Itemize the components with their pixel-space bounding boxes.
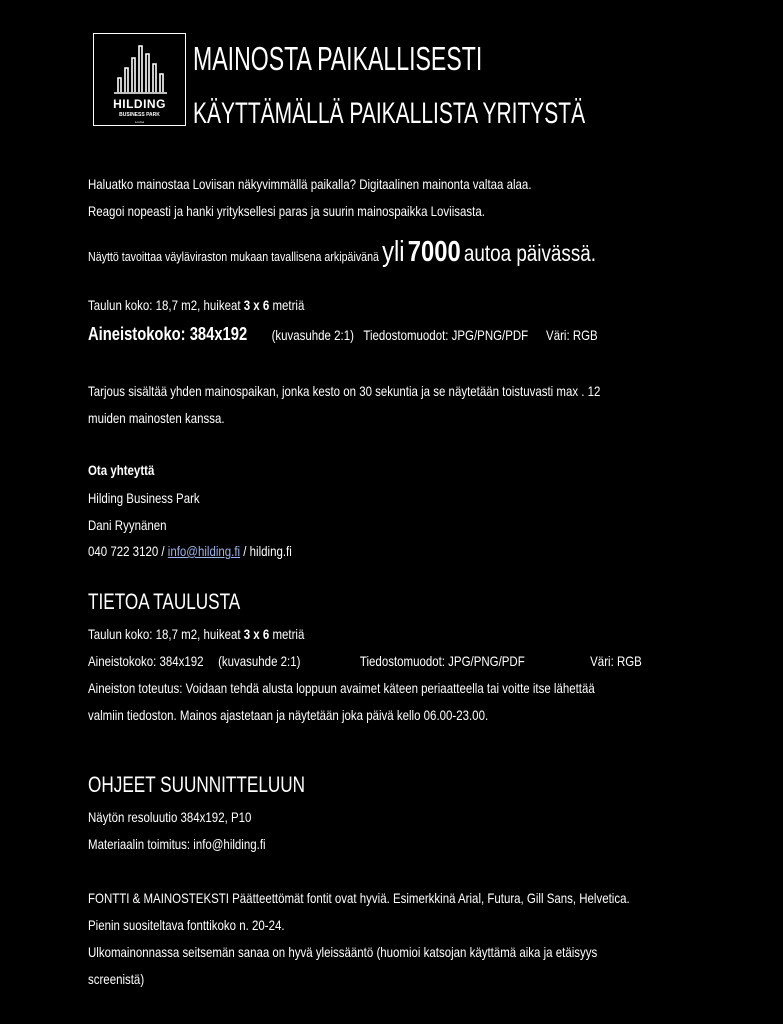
- intro-line-2: Reagoi nopeasti ja hanki yrityksellesi paras ja suurin mainospaikka Loviisasta.: [88, 203, 485, 219]
- info-size-suffix: metriä: [272, 626, 305, 642]
- reach-suffix: autoa päivässä.: [463, 240, 597, 266]
- info-material: Aineistokoko: 384x192: [88, 653, 204, 669]
- intro-line-1: Haluatko mainostaa Loviisan näkyvimmällä paikalla? Digitaalinen mainonta valtaa alaa.: [88, 176, 532, 192]
- logo-subtitle: BUSINESS PARK: [119, 112, 160, 118]
- material-line: [88, 324, 710, 345]
- offer-line-1: Tarjous sisältää yhden mainospaikan, jonka kesto on 30 sekuntia ja se näytetään toistuvasti max . 12: [88, 383, 601, 399]
- info-heading: TIETOA TAULUSTA: [88, 589, 241, 614]
- info-impl-line-1: Aineiston toteutus: Voidaan tehdä alusta loppuun avaimet käteen periaatteella tai voitte itse lähettää: [88, 680, 595, 696]
- size-suffix: metriä: [272, 297, 305, 313]
- guide-fonts-3: Ulkomainonnassa seitsemän sanaa on hyvä yleissääntö (huomioi katsojan käyttämä aika ja etäisyys: [88, 944, 598, 960]
- material-label: Aineistokoko: 384x192: [88, 324, 248, 344]
- hilding-logo: [93, 33, 186, 126]
- contact-line: [88, 543, 337, 559]
- guide-resolution: Näytön resoluutio 384x192, P10: [88, 809, 252, 825]
- page-title: MAINOSTA PAIKALLISESTI: [193, 40, 483, 77]
- info-size-dims: 3 x 6: [243, 626, 270, 642]
- guide-fonts-2: Pienin suositeltava fonttikoko n. 20-24.: [88, 917, 285, 933]
- contact-email-link[interactable]: info@hilding.fi: [167, 543, 241, 559]
- formats: Tiedostomuodot: JPG/PNG/PDF: [363, 327, 529, 343]
- guide-delivery: Materiaalin toimitus: info@hilding.fi: [88, 836, 266, 852]
- info-color: Väri: RGB: [590, 653, 642, 669]
- contact-person: Dani Ryynänen: [88, 517, 167, 533]
- info-size-prefix: Taulun koko: 18,7 m2, huikeat: [88, 626, 241, 642]
- page-subtitle: KÄYTTÄMÄLLÄ PAIKALLISTA YRITYSTÄ: [193, 97, 586, 130]
- offer-line-2: muiden mainosten kanssa.: [88, 410, 225, 426]
- size-dims: 3 x 6: [243, 297, 270, 313]
- reach-text: Näyttö tavoittaa väyläviraston mukaan tavallisena arkipäivänä: [88, 249, 379, 264]
- info-formats: Tiedostomuodot: JPG/PNG/PDF: [359, 653, 525, 669]
- logo-name: HILDING: [113, 97, 166, 111]
- guide-fonts-4: screenistä): [88, 971, 145, 987]
- info-size-line: [88, 626, 352, 642]
- info-material-line: [88, 653, 763, 669]
- color: Väri: RGB: [546, 327, 598, 343]
- info-impl-line-2: valmiin tiedoston. Mainos ajastetaan ja näytetään joka päivä kello 06.00-23.00.: [88, 707, 489, 723]
- reach-yli: yli: [382, 236, 405, 268]
- board-size-line: [88, 297, 352, 313]
- contact-heading: Ota yhteyttä: [88, 462, 155, 478]
- contact-phone: 040 722 3120 /: [88, 543, 165, 559]
- size-prefix: Taulun koko: 18,7 m2, huikeat: [88, 297, 241, 313]
- contact-web: / hilding.fi: [243, 543, 292, 559]
- ratio: (kuvasuhde 2:1): [271, 327, 354, 343]
- contact-company: Hilding Business Park: [88, 490, 200, 506]
- info-ratio: (kuvasuhde 2:1): [218, 653, 301, 669]
- logo-tagline: Loviisa: [134, 120, 145, 124]
- reach-line: [88, 236, 708, 269]
- reach-number: 7000: [407, 236, 461, 268]
- guide-fonts-1: FONTTI & MAINOSTEKSTI Päätteettömät fontit ovat hyviä. Esimerkkinä Arial, Futura, Gill Sans, Helvetica.: [88, 890, 630, 906]
- guide-heading: OHJEET SUUNNITTELUUN: [88, 772, 306, 797]
